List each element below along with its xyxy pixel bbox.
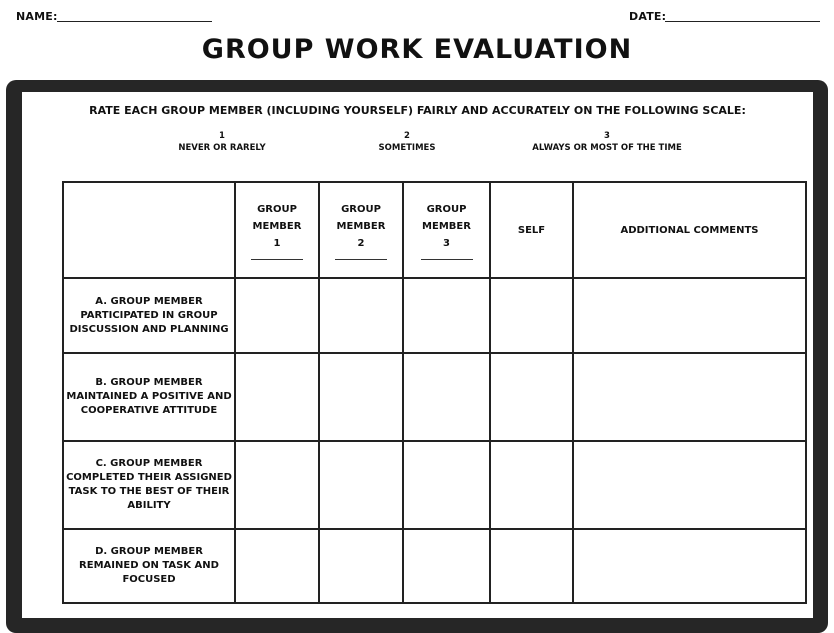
rating-cell[interactable]: [235, 278, 319, 353]
scale-item-3: [512, 130, 702, 154]
member-name-blank[interactable]: [251, 259, 303, 260]
table-header-row: [63, 182, 806, 278]
scale-label: SOMETIMES: [378, 143, 436, 153]
scale-item-1: [162, 130, 282, 154]
rating-cell[interactable]: [319, 441, 403, 529]
scale-label: NEVER OR RARELY: [178, 143, 266, 153]
rating-cell[interactable]: [403, 353, 490, 441]
instructions-text: RATE EACH GROUP MEMBER (INCLUDING YOURSELF) FAIRLY AND ACCURATELY ON THE FOLLOWING SCALE:: [89, 104, 746, 117]
rating-cell[interactable]: [403, 529, 490, 603]
rating-cell[interactable]: [490, 529, 573, 603]
rating-cell[interactable]: [235, 529, 319, 603]
worksheet-paper: [22, 92, 813, 618]
date-label: DATE:: [629, 10, 667, 23]
table-row: [63, 441, 806, 529]
page-title: GROUP WORK EVALUATION: [201, 34, 633, 65]
scale-number: 3: [604, 131, 610, 141]
scale-label: ALWAYS OR MOST OF THE TIME: [532, 143, 682, 153]
comments-cell[interactable]: [573, 529, 806, 603]
member-name-blank[interactable]: [335, 259, 387, 260]
comments-cell[interactable]: [573, 278, 806, 353]
evaluation-table: [62, 181, 807, 604]
column-header-line: GROUP: [257, 203, 297, 215]
rating-cell[interactable]: [235, 353, 319, 441]
header-empty-cell: [63, 182, 235, 278]
scale-number: 2: [404, 131, 410, 141]
rating-cell[interactable]: [319, 353, 403, 441]
criterion-label: C. GROUP MEMBER COMPLETED THEIR ASSIGNED TASK TO THE BEST OF THEIR ABILITY: [63, 441, 235, 529]
comments-cell[interactable]: [573, 353, 806, 441]
column-header-number: 2: [357, 237, 365, 249]
name-field[interactable]: [57, 21, 212, 22]
scale-item-2: [347, 130, 467, 154]
date-field[interactable]: [665, 21, 820, 22]
column-header-number: 3: [443, 237, 450, 249]
column-header-line: MEMBER: [336, 220, 386, 232]
table-row: [63, 529, 806, 603]
table-row: [63, 353, 806, 441]
rating-cell[interactable]: [319, 278, 403, 353]
comments-cell[interactable]: [573, 441, 806, 529]
column-header-member-3: [403, 182, 490, 278]
scale-number: 1: [219, 131, 225, 141]
rating-cell[interactable]: [490, 441, 573, 529]
column-header-number: 1: [273, 237, 281, 249]
column-header-line: MEMBER: [252, 220, 302, 232]
criterion-label: B. GROUP MEMBER MAINTAINED A POSITIVE AND COOPERATIVE ATTITUDE: [63, 353, 235, 441]
rating-cell[interactable]: [403, 441, 490, 529]
rating-cell[interactable]: [490, 353, 573, 441]
column-header-line: GROUP: [341, 203, 381, 215]
column-header-line: GROUP: [426, 203, 467, 215]
name-label: NAME:: [16, 10, 58, 23]
rating-cell[interactable]: [235, 441, 319, 529]
criterion-label: D. GROUP MEMBER REMAINED ON TASK AND FOCUSED: [63, 529, 235, 603]
column-header-self: SELF: [490, 182, 573, 278]
rating-cell[interactable]: [319, 529, 403, 603]
criterion-label: A. GROUP MEMBER PARTICIPATED IN GROUP DISCUSSION AND PLANNING: [63, 278, 235, 353]
table-row: [63, 278, 806, 353]
column-header-line: MEMBER: [422, 220, 471, 232]
worksheet-frame: [6, 80, 828, 633]
column-header-comments: ADDITIONAL COMMENTS: [573, 182, 806, 278]
rating-cell[interactable]: [403, 278, 490, 353]
column-header-member-2: [319, 182, 403, 278]
rating-cell[interactable]: [490, 278, 573, 353]
member-name-blank[interactable]: [421, 259, 473, 260]
column-header-member-1: [235, 182, 319, 278]
